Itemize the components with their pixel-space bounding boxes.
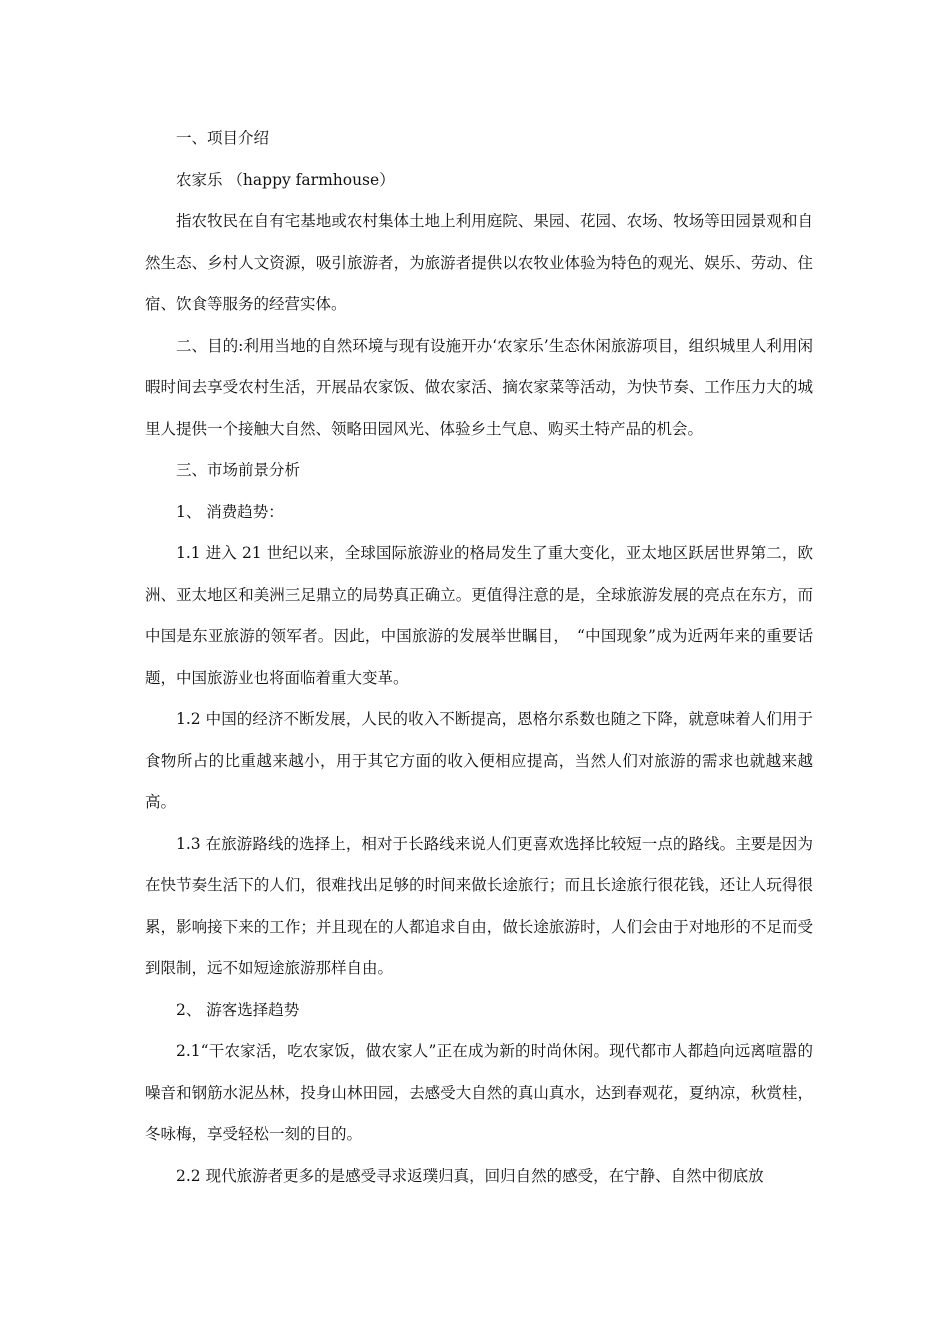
section-heading-project-intro: 一、项目介绍 — [176, 129, 270, 147]
paragraph-1-2: 1.2 中国的经济不断发展，人民的收入不断提高，恩格尔系数也随之下降，就意味着人们用于食物所占的比重越来越小，用于其它方面的收入便相应提高，当然人们对旅游的需求也就越来越高。 — [145, 710, 813, 811]
section-heading-market-analysis: 三、市场前景分析 — [176, 461, 301, 479]
subheading-tourist-choice-trend: 2、 游客选择趋势 — [176, 1000, 300, 1019]
term-title: 农家乐 （happy farmhouse） — [176, 170, 395, 189]
definition-paragraph: 指农牧民在自有宅基地或农村集体土地上利用庭院、果园、花园、农场、牧场等田园景观和自然生态、乡村人文资源，吸引旅游者，为旅游者提供以农牧业体验为特色的观光、娱乐、劳动、住宿、饮食等服务的经营实体。 — [145, 212, 813, 313]
paragraph-1-1: 1.1 进入 21 世纪以来，全球国际旅游业的格局发生了重大变化，亚太地区跃居世界第二，欧洲、亚太地区和美洲三足鼎立的局势真正确立。更值得注意的是，全球旅游发展的亮点在东方，而中国是东亚旅游的领军者。因此，中国旅游的发展举世瞩目， “中国现象”成为近两年来的重要话题，中国旅游业也将面临着重大变革。 — [145, 544, 813, 687]
paragraph-2-2: 2.2 现代旅游者更多的是感受寻求返璞归真，回归自然的感受，在宁静、自然中彻底放 — [176, 1166, 764, 1185]
paragraph-1-3: 1.3 在旅游路线的选择上，相对于长路线来说人们更喜欢选择比较短一点的路线。主要是因为在快节奏生活下的人们，很难找出足够的时间来做长途旅行；而且长途旅行很花钱，还让人玩得很累，影响接下来的工作；并且现在的人都追求自由，做长途旅游时，人们会由于对地形的不足而受到限制，远不如短途旅游那样自由。 — [145, 834, 813, 977]
paragraph-2-1: 2.1“干农家活，吃农家饭，做农家人”正在成为新的时尚休闲。现代都市人都趋向远离喧嚣的噪音和钢筋水泥丛林，投身山林田园，去感受大自然的真山真水，达到春观花，夏纳凉，秋赏桂，冬咏梅，享受轻松一刻的目的。 — [145, 1042, 813, 1143]
purpose-paragraph: 二、目的:利用当地的自然环境与现有设施开办‘农家乐’生态休闲旅游项目，组织城里人利用闲暇时间去享受农村生活，开展品农家饭、做农家活、摘农家菜等活动，为快节奏、工作压力大的城里人提供一个接触大自然、领略田园风光、体验乡土气息、购买土特产品的机会。 — [145, 336, 813, 438]
document-body — [145, 118, 813, 1197]
subheading-consumption-trend: 1、 消费趋势： — [176, 502, 284, 521]
